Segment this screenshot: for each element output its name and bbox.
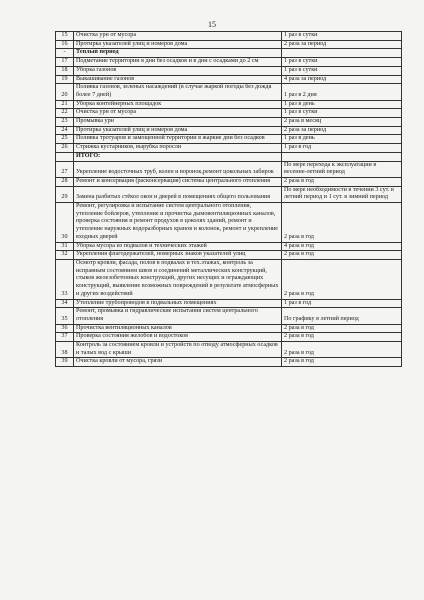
table-row	[56, 32, 402, 41]
row-number-cell: 22	[56, 109, 74, 118]
frequency-cell: 1 раз в сутки	[282, 58, 402, 67]
frequency-cell	[282, 152, 402, 161]
task-cell: Контроль за состоянием кровли и устройств по отводу атмосферных осадков и талых вод с крыши	[74, 342, 282, 358]
frequency-cell	[282, 49, 402, 58]
frequency-cell: 2 раза в год	[282, 251, 402, 260]
frequency-cell: 2 раза в год	[282, 259, 402, 299]
task-cell: Подметание территории в дни без осадков и в дни с осадками до 2 см	[74, 58, 282, 67]
frequency-cell: 2 раза в год	[282, 203, 402, 243]
row-number-cell: 35	[56, 308, 74, 324]
table-row	[56, 161, 402, 177]
table-row	[56, 333, 402, 342]
task-cell: ИТОГО:	[74, 152, 282, 161]
task-cell: Ремонт, промывка и гидравлические испытания систем центрального отопления	[74, 308, 282, 324]
task-cell: Ремонт и консервация (расконсервация) системы центрального отопления	[74, 177, 282, 186]
row-number-cell: 31	[56, 242, 74, 251]
task-cell: Поливка газонов, зеленых насаждений (в случае жаркой погоды без дождя более 7 дней)	[74, 84, 282, 100]
row-number-cell: 36	[56, 324, 74, 333]
frequency-cell: 1 раз в сутки	[282, 109, 402, 118]
row-number-cell: 29	[56, 186, 74, 202]
frequency-cell: По графику в летний период	[282, 308, 402, 324]
frequency-cell: 1 раз в сутки	[282, 66, 402, 75]
frequency-cell: 1 раз в сутки	[282, 32, 402, 41]
task-cell: Поливка тротуаров и замощенной территории в жаркие дни без осадков	[74, 135, 282, 144]
table-row	[56, 109, 402, 118]
table-row	[56, 66, 402, 75]
frequency-cell: 1 раз в день	[282, 135, 402, 144]
table-row	[56, 259, 402, 299]
table-row	[56, 299, 402, 308]
task-cell: Очистка урн от мусора	[74, 32, 282, 41]
page-number: 15	[208, 20, 216, 29]
row-number-cell: 18	[56, 66, 74, 75]
frequency-cell: 1 раз в год	[282, 144, 402, 153]
row-number-cell: -	[56, 49, 74, 58]
task-cell: Укрепление водосточных труб, колен и воронок,ремонт цокольных забирок	[74, 161, 282, 177]
section-row	[56, 152, 402, 161]
task-cell: Замена разбитых стёкол окон и дверей в помещениях общего пользования	[74, 186, 282, 202]
task-cell: Прочистка вентиляционных каналов	[74, 324, 282, 333]
row-number-cell	[56, 152, 74, 161]
section-row	[56, 49, 402, 58]
row-number-cell: 17	[56, 58, 74, 67]
task-cell: Осмотр кровли, фасада, полов в подвалах и тех.этажах, контроль за исправным состоянием швов и соединений металлических конструкций, стыков железобетонных конструкций, других несущих и ограждающих конструкций, выявление возможных повреждений в результате атмосферных и других воздействий	[74, 259, 282, 299]
table-row	[56, 84, 402, 100]
table-row	[56, 342, 402, 358]
table-row	[56, 308, 402, 324]
task-cell: Промывка урн	[74, 118, 282, 127]
task-cell: Ремонт, регулировка и испытание систем центрального отопления, утепление бойлеров, утепление и прочистка дымовентиляционных каналов, проверка состояния и ремонт продухов в цоколях зданий, ремонт и утепление наружных водоразборных кранов и колонок, ремонт и укрепление входных дверей	[74, 203, 282, 243]
table-row	[56, 186, 402, 202]
task-cell: Стрижка кустарников, вырубка поросли	[74, 144, 282, 153]
row-number-cell: 38	[56, 342, 74, 358]
frequency-cell: 2 раза в год	[282, 358, 402, 367]
row-number-cell: 20	[56, 84, 74, 100]
row-number-cell: 23	[56, 118, 74, 127]
row-number-cell: 19	[56, 75, 74, 84]
frequency-cell: 2 раза в месяц	[282, 118, 402, 127]
task-cell: Уборка газонов	[74, 66, 282, 75]
row-number-cell: 37	[56, 333, 74, 342]
frequency-cell: По мере перехода к эксплуатации в весенне-летний период	[282, 161, 402, 177]
row-number-cell: 27	[56, 161, 74, 177]
row-number-cell: 24	[56, 126, 74, 135]
task-cell: Уборка контейнерных площадок	[74, 100, 282, 109]
frequency-cell: По мере необходимости в течении 3 сут. в летний период и 1 сут. в зимний период	[282, 186, 402, 202]
task-cell: Очистка урн от мусора	[74, 109, 282, 118]
table-row	[56, 100, 402, 109]
task-cell: Протирка указателей улиц и номеров дома	[74, 40, 282, 49]
row-number-cell: 16	[56, 40, 74, 49]
table-row	[56, 118, 402, 127]
table-row	[56, 135, 402, 144]
table-row	[56, 177, 402, 186]
row-number-cell: 34	[56, 299, 74, 308]
table-row	[56, 58, 402, 67]
table-row	[56, 242, 402, 251]
frequency-cell: 2 раза в год	[282, 333, 402, 342]
frequency-cell: 2 раза в год	[282, 342, 402, 358]
frequency-cell: 4 раза за период	[282, 75, 402, 84]
frequency-cell: 1 раз в год	[282, 299, 402, 308]
table-body	[56, 32, 402, 367]
frequency-cell: 1 раз в 2 дня	[282, 84, 402, 100]
task-cell: Проверка состояния желобов и водостоков	[74, 333, 282, 342]
table-row	[56, 40, 402, 49]
frequency-cell: 2 раза за период	[282, 40, 402, 49]
frequency-cell: 2 раза в год	[282, 324, 402, 333]
task-cell: Выкашивание газонов	[74, 75, 282, 84]
frequency-cell: 2 раза в год	[282, 177, 402, 186]
task-cell: Утепление трубопроводов в подвальных помещениях	[74, 299, 282, 308]
table-row	[56, 126, 402, 135]
task-cell: Укрепления флагодержателей, номерных знаков указателей улиц	[74, 251, 282, 260]
frequency-cell: 2 раза за период	[282, 126, 402, 135]
task-cell: Протирка указателей улиц и номеров дома	[74, 126, 282, 135]
table-row	[56, 75, 402, 84]
table-row	[56, 358, 402, 367]
row-number-cell: 39	[56, 358, 74, 367]
row-number-cell: 33	[56, 259, 74, 299]
table-row	[56, 324, 402, 333]
row-number-cell: 15	[56, 32, 74, 41]
maintenance-schedule-table	[55, 31, 402, 367]
task-cell: Очистка кровли от мусора, грязи	[74, 358, 282, 367]
task-cell: Теплый период	[74, 49, 282, 58]
table-row	[56, 203, 402, 243]
row-number-cell: 21	[56, 100, 74, 109]
task-cell: Уборка мусора из подвалов и технических этажей	[74, 242, 282, 251]
frequency-cell: 1 раз в день	[282, 100, 402, 109]
row-number-cell: 30	[56, 203, 74, 243]
table-row	[56, 144, 402, 153]
row-number-cell: 26	[56, 144, 74, 153]
row-number-cell: 25	[56, 135, 74, 144]
frequency-cell: 4 раза в год	[282, 242, 402, 251]
row-number-cell: 32	[56, 251, 74, 260]
row-number-cell: 28	[56, 177, 74, 186]
table-row	[56, 251, 402, 260]
